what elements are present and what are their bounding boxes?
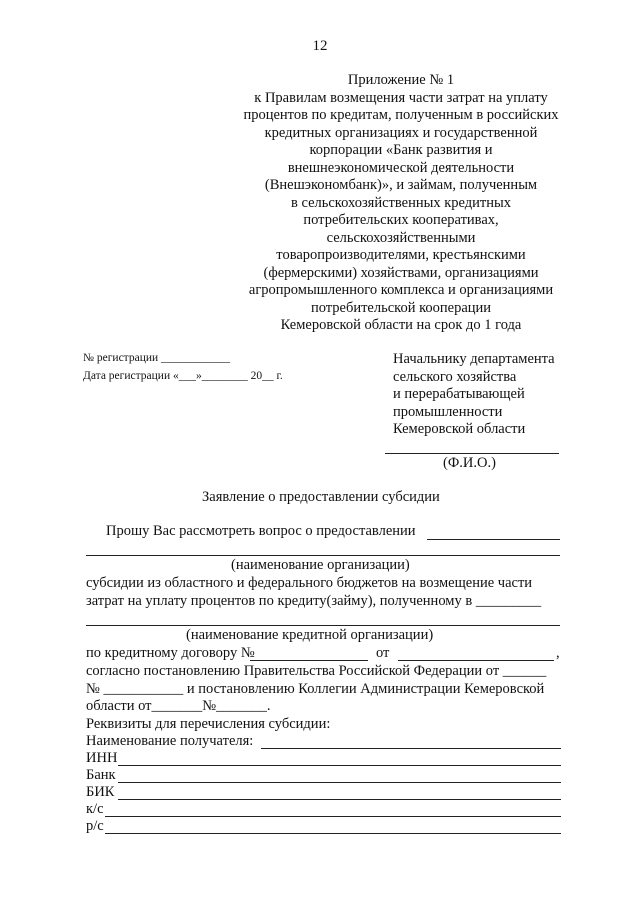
appendix-line: Кемеровской области на срок до 1 года (280, 317, 522, 333)
appendix-line: потребительской кооперации (310, 299, 492, 316)
page-number: 12 (312, 38, 328, 54)
fio-caption: (Ф.И.О.) (443, 455, 496, 471)
appendix-line: кредитных организациях и государственной (264, 124, 538, 141)
bank-label: Банк (86, 767, 116, 783)
inn-label: ИНН (86, 750, 118, 766)
appendix-line: сельскохозяйственными (326, 229, 476, 246)
request-text: Прошу Вас рассмотреть вопрос о предоставлении (106, 523, 416, 539)
bank-name-line[interactable] (86, 625, 560, 626)
rs-field[interactable] (105, 833, 561, 834)
subsidy-text-1: субсидии из областного и федерального бюджетов на возмещение части (86, 575, 533, 591)
decree-text: согласно постановлению Правительства Российской Федерации от ______ (86, 663, 547, 679)
appendix-line: потребительских кооперативах, (303, 212, 499, 228)
bank-field[interactable] (118, 782, 561, 783)
contract-label: по кредитному договору № (86, 645, 255, 661)
appendix-line: к Правилам возмещения части затрат на уплату (254, 89, 548, 106)
registration-number: № регистрации ____________ (83, 352, 231, 364)
addressee-line: промышленности (393, 403, 503, 420)
addressee-line: и перерабатывающей (393, 386, 525, 402)
ks-label: к/с (86, 801, 104, 817)
appendix-line: товаропроизводителями, крестьянскими (276, 247, 526, 263)
appendix-line: (фермерскими) хозяйствами, организациями (263, 264, 539, 281)
addressee-line: Начальнику департамента (393, 351, 555, 367)
recipient-label: Наименование получателя: (86, 733, 254, 749)
bank-caption: (наименование кредитной организации) (186, 627, 434, 643)
ks-field[interactable] (105, 816, 561, 817)
appendix-line: корпорации «Банк развития и (309, 142, 493, 158)
document-title: Заявление о предоставлении субсидии (202, 489, 440, 505)
requisites-title: Реквизиты для перечисления субсидии: (86, 716, 331, 732)
registration-date: Дата регистрации «___»________ 20__ г. (83, 370, 283, 382)
contract-number-line[interactable] (250, 660, 368, 661)
addressee-line: сельского хозяйства (393, 368, 517, 385)
bik-field[interactable] (118, 799, 561, 800)
appendix-line: процентов по кредитам, полученным в российских (243, 107, 559, 123)
rs-label: р/с (86, 818, 104, 834)
contract-date-line[interactable] (398, 660, 554, 661)
appendix-line: (Внешэкономбанк)», и займам, полученным (264, 177, 538, 193)
org-caption: (наименование организации) (231, 557, 410, 573)
subsidy-text-2: затрат на уплату процентов по кредиту(займу), полученному в _________ (86, 593, 542, 609)
inn-field[interactable] (118, 765, 561, 766)
appendix-header (228, 72, 574, 335)
org-name-line[interactable] (86, 555, 560, 556)
contract-comma: , (556, 645, 560, 661)
appendix-line: в сельскохозяйственных кредитных (291, 194, 511, 211)
appendix-line: внешнеэкономической деятельности (287, 159, 515, 176)
region-text: области от_______№_______. (86, 698, 271, 714)
recipient-field[interactable] (261, 748, 561, 749)
appendix-line: агропромышленного комплекса и организациями (248, 282, 554, 298)
addressee-line: Кемеровской области (393, 421, 526, 437)
bik-label: БИК (86, 784, 115, 800)
decree-text-2: № ___________ и постановлению Коллегии Администрации Кемеровской (86, 681, 545, 697)
addressee-block (393, 351, 555, 439)
fio-line[interactable] (385, 453, 559, 454)
org-fill-line[interactable] (427, 539, 560, 540)
contract-from-label: от (376, 645, 390, 661)
appendix-line: Приложение № 1 (347, 72, 455, 88)
